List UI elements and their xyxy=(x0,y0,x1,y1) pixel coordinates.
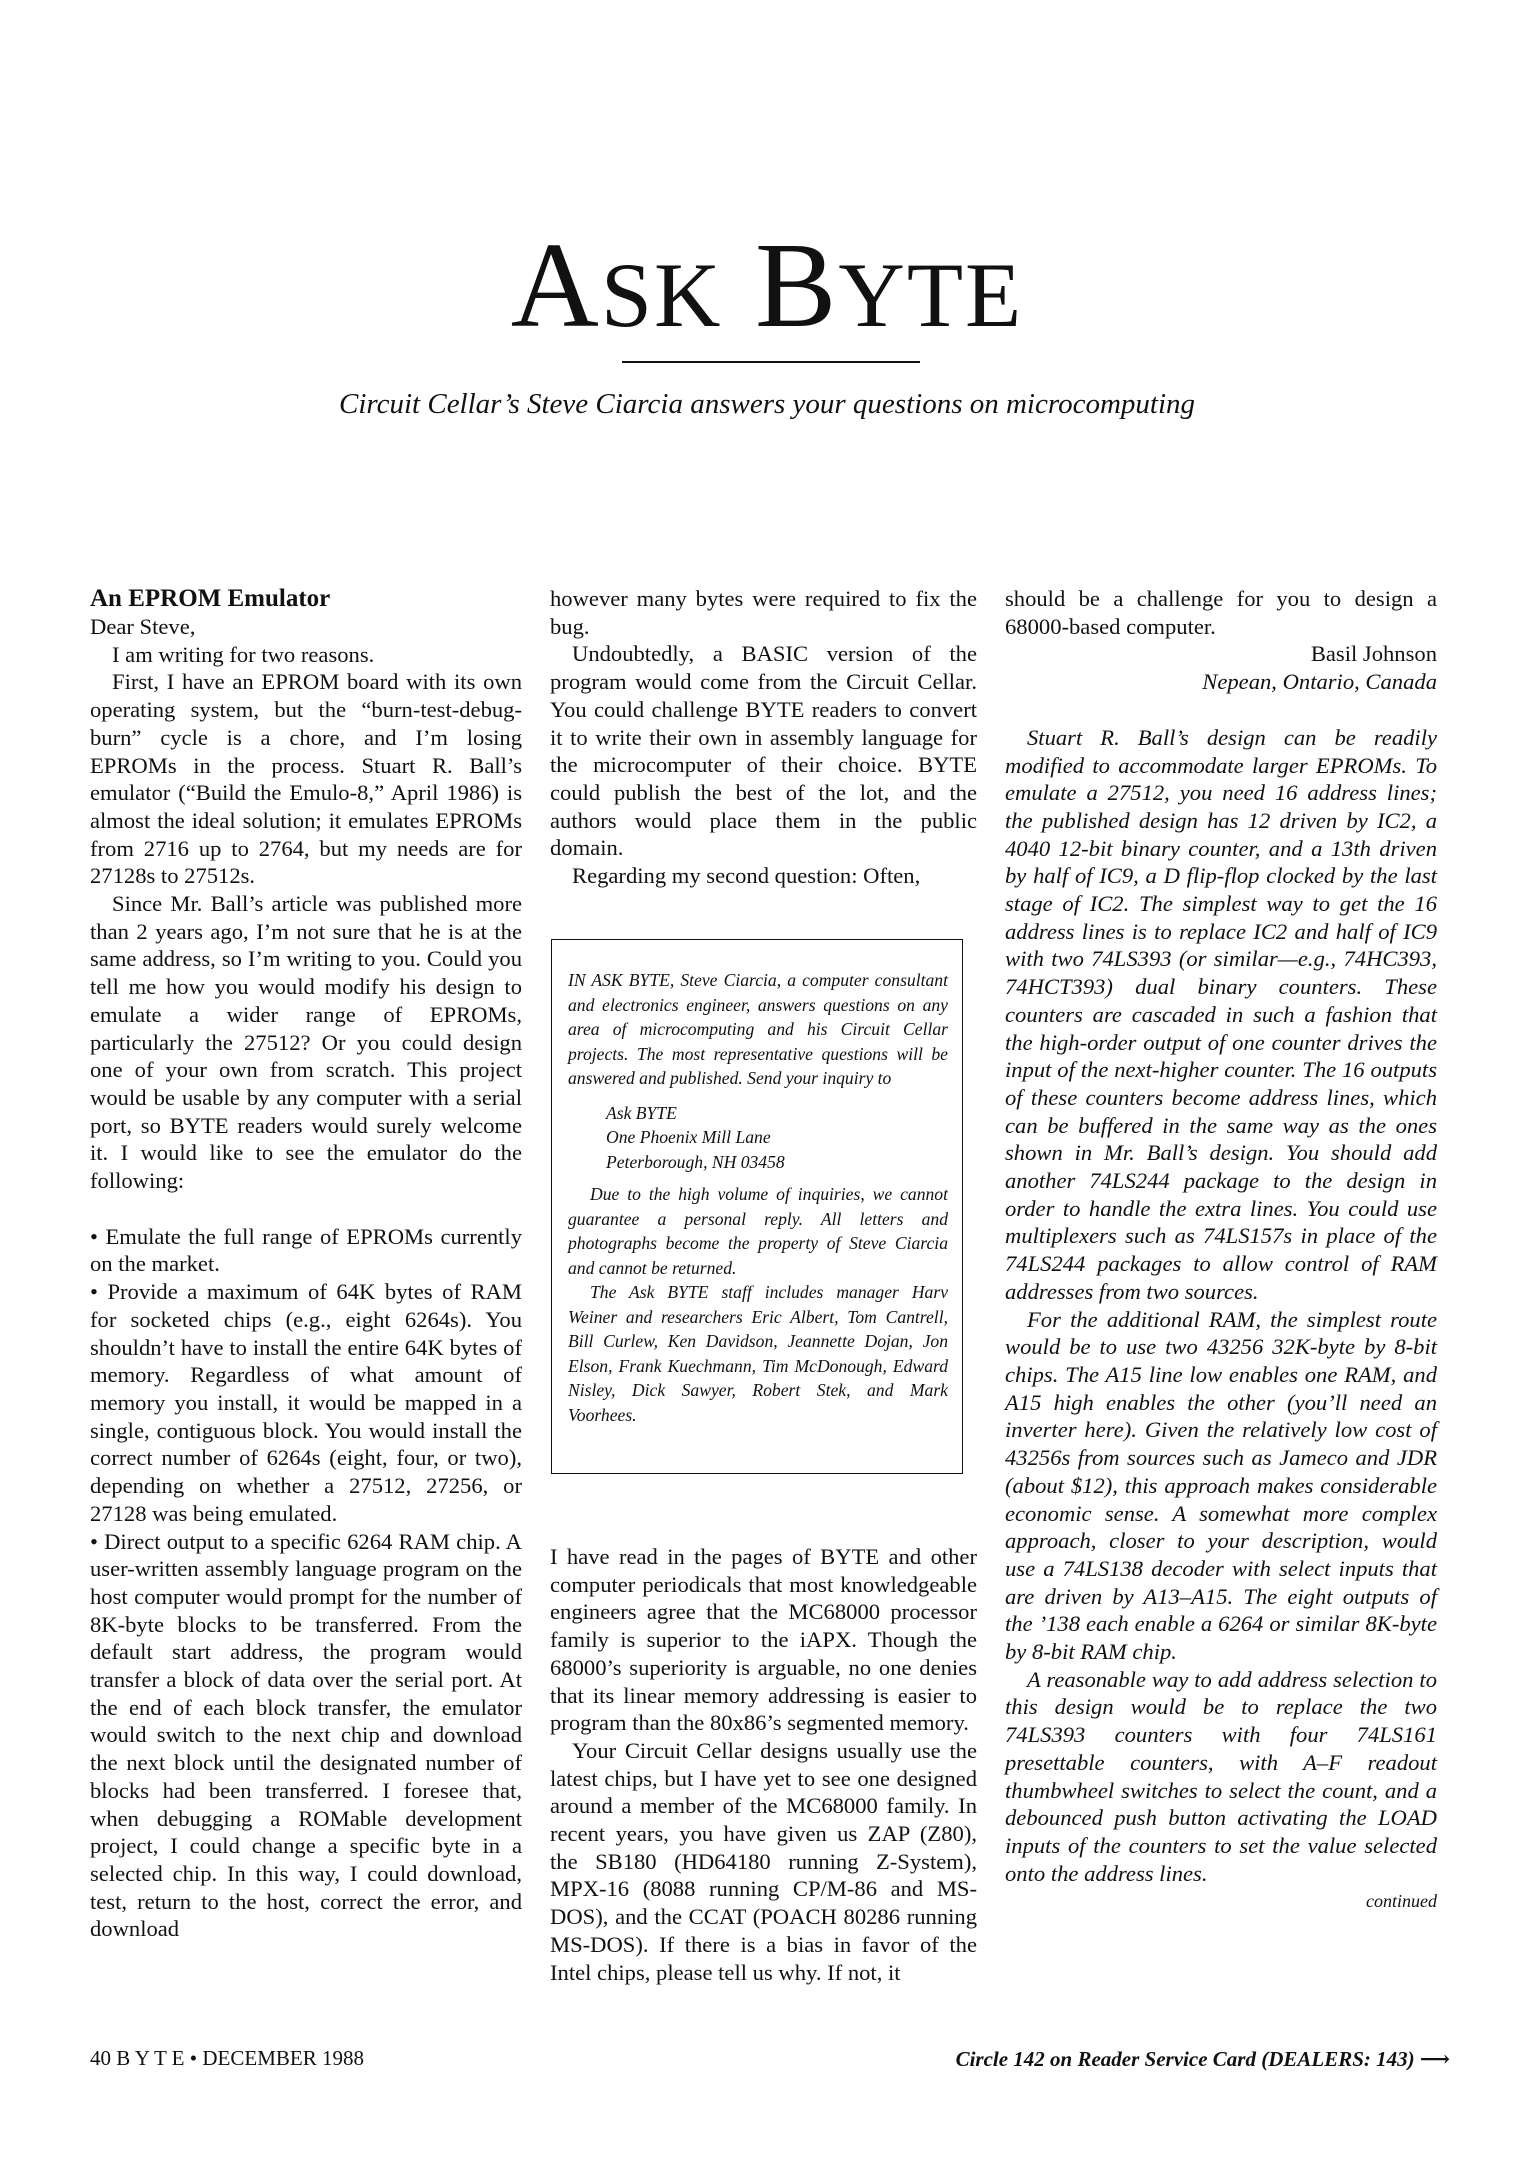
title-yte: YTE xyxy=(838,244,1024,346)
column-3 xyxy=(1005,585,1437,1915)
page-title xyxy=(0,218,1534,353)
letter-paragraph: however many bytes were required to fix the bug. xyxy=(550,586,977,639)
answer xyxy=(1005,724,1437,1888)
signature-place: Nepean, Ontario, Canada xyxy=(1202,669,1437,695)
letter-paragraph: Your Circuit Cellar designs usually use the latest chips, but I have yet to see one designed around a member of the MC68000 family. In recent years, you have given us ZAP (Z80), the SB180 (HD64180 running Z-System), MPX-16 (8088 running CP/M-86 and MS-DOS), and the CCAT (POACH 80286 running MS-DOS). If there is a bias in favor of the Intel chips, please tell us why. If not, it xyxy=(550,1737,977,1985)
reader-service-note: Circle 142 on Reader Service Card (DEALERS: 143) ⟶ xyxy=(955,2047,1450,2071)
subtitle: Circuit Cellar’s Steve Ciarcia answers your questions on microcomputing xyxy=(339,388,1195,420)
folio: 40 B Y T E • DECEMBER 1988 xyxy=(90,2046,364,2070)
column-2 xyxy=(550,585,977,890)
letter-paragraph: First, I have an EPROM board with its own operating system, but the “burn-test-debug-burn” cycle is a chore, and I’m losing EPROMs in the process. Stuart R. Ball’s emulator (“Build the Emulo-8,” April 1986) is almost the ideal solution; it emulates EPROMs from 2716 up to 2764, but my needs are for 27128s to 27512s. xyxy=(90,669,522,889)
letter-heading: An EPROM Emulator xyxy=(90,585,331,612)
letter-paragraph: Undoubtedly, a BASIC version of the program would come from the Circuit Cellar. You could challenge BYTE readers to convert it to write their own in assembly language for the microcomputer of their choice. BYTE could publish the best of the lot, and the authors would place them in the public domain. xyxy=(550,641,977,861)
address-line: One Phoenix Mill Lane xyxy=(606,1127,771,1147)
column-2-lower xyxy=(550,1543,977,1986)
letter-paragraph: Since Mr. Ball’s article was published more than 2 years ago, I’m not sure that he is at the same address, so I’m writing to you. Could you tell me how you would modify his design to emulate a wider range of EPROMs, particularly the 27512? Or you could design one of your own from scratch. This project would be usable by any computer with a serial port, so BYTE readers would surely welcome it. I would like to see the emulator do the following: xyxy=(90,891,522,1194)
staff-credits: The Ask BYTE staff includes manager Harv Weiner and researchers Eric Albert, Tom Cantrell, Bill Curlew, Ken Davidson, Jeannette Dojan, Jon Elson, Frank Kuechmann, Tim McDonough, Edward Nisley, Dick Sawyer, Robert Stek, and Mark Voorhees. xyxy=(568,1282,948,1425)
info-paragraph: Due to the high volume of inquiries, we cannot guarantee a personal reply. All letters and photographs become the property of Steve Ciarcia and cannot be returned. xyxy=(568,1184,948,1278)
title-b: B xyxy=(755,218,839,353)
address-line: Ask BYTE xyxy=(606,1102,677,1123)
address-line: Peterborough, NH 03458 xyxy=(606,1151,785,1172)
letter-paragraph: I am writing for two reasons. xyxy=(112,641,375,667)
column-1 xyxy=(90,585,522,1943)
info-paragraph: IN ASK BYTE, Steve Ciarcia, a computer consultant and electronics engineer, answers questions on any area of microcomputing and his Circuit Cellar projects. The most representative questions will be answered and published. Send your inquiry to xyxy=(568,970,948,1088)
signature-name: Basil Johnson xyxy=(1310,641,1437,667)
letter-paragraph: should be a challenge for you to design a 68000-based computer. xyxy=(1005,586,1437,639)
title-a: A xyxy=(510,218,601,353)
info-box xyxy=(551,939,963,1474)
list-item: • Direct output to a specific 6264 RAM chip. A user-written assembly language program on the host computer would prompt for the number of 8K-byte blocks to be transferred. From the default start address, the program would transfer a block of data over the serial port. At the end of each block transfer, the emulator would switch to the next chip and download the next block until the designated number of blocks had been transferred. I foresee that, when debugging a ROMable development project, I could change a specific byte in a selected chip. In this way, I could download, test, return to the host, correct the error, and download xyxy=(90,1528,522,1944)
request-list xyxy=(90,1223,522,1943)
answer-paragraph: For the additional RAM, the simplest route would be to use two 43256 32K-byte by 8-bit chips. The A15 line low enables one RAM, and A15 high enables the other (you’ll need an inverter here). Given the relatively low cost of 43256s from sources such as Jameco and JDR (about $12), this approach makes considerable economic sense. A somewhat more complex approach, closer to your description, would use a 74LS138 decoder with select inputs that are driven by A13–A15. The eight outputs of the ’138 each enable a 6264 or similar 8K-byte by 8-bit RAM chip. xyxy=(1005,1306,1437,1665)
list-item: • Provide a maximum of 64K bytes of RAM for socketed chips (e.g., eight 6264s). You shouldn’t have to install the entire 64K bytes of memory. Regardless of what amount of memory you install, it would be mapped in a single, contiguous block. You would install the correct number of 6264s (eight, four, or two), depending on whether a 27512, 27256, or 27128 was being emulated. xyxy=(90,1278,522,1527)
letter-paragraph: I have read in the pages of BYTE and other computer periodicals that most knowledgeable engineers agree that the MC68000 processor family is superior to the iAPX. Though the 68000’s superiority is arguable, no one denies that its linear memory addressing is easier to program than the 80x86’s segmented memory. xyxy=(550,1544,977,1736)
answer-paragraph: A reasonable way to add address selection to this design would be to replace the two 74LS393 counters with four 74LS161 presettable counters, with A–F readout thumbwheel switches to select the count, and a debounced push button activating the LOAD inputs of the counters to set the value selected onto the address lines. xyxy=(1005,1666,1437,1886)
continued-label: continued xyxy=(1366,1891,1437,1912)
title-rule xyxy=(622,361,920,363)
title-sk: SK xyxy=(600,244,723,346)
mailing-address xyxy=(606,1101,948,1175)
salutation: Dear Steve, xyxy=(90,614,196,639)
list-item: • Emulate the full range of EPROMs currently on the market. xyxy=(90,1223,522,1278)
answer-paragraph: Stuart R. Ball’s design can be readily modified to accommodate larger EPROMs. To emulate a 27512, you need 16 address lines; the published design has 12 driven by IC2, a 4040 12-bit binary counter, and a 13th driven by half of IC9, a D flip-flop clocked by the last stage of IC2. The simplest way to get the 16 address lines is to replace IC2 and half of IC9 with two 74LS393 (or similar—e.g., 74HC393, 74HCT393) dual binary counters. These counters are cascaded in such a fashion that the high-order output of one counter drives the input of the next-higher counter. The 16 outputs of these counters become address lines, which can be buffered in the same way as the ones shown in Mr. Ball’s design. You should add another 74LS244 package to the design in order to handle the extra lines. You could use multiplexers such as 74LS157s in place of the 74LS244 packages to allow control of RAM addresses from two sources. xyxy=(1005,724,1437,1304)
letter-paragraph: Regarding my second question: Often, xyxy=(572,863,921,889)
